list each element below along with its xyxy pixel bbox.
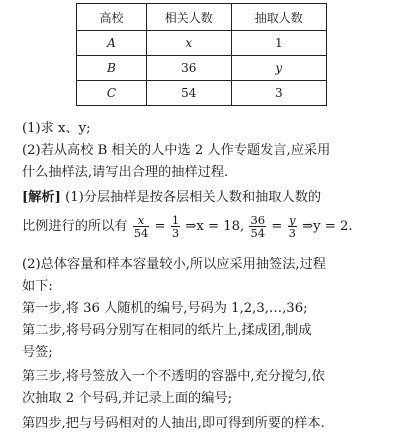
fraction-x-over-54: [133, 214, 150, 239]
step-3-line-2: 次抽取 2 个号码,并记录上面的编号;: [22, 391, 233, 406]
fraction-denominator: 3: [171, 226, 180, 240]
fraction-denominator: 54: [250, 226, 266, 240]
equation-prefix: 比例进行的所以有: [22, 219, 128, 234]
fraction-numerator: y: [288, 213, 296, 227]
header-school: 高校: [77, 4, 147, 31]
header-related-count: 相关人数: [146, 4, 231, 31]
question-2-line-1: (2)若从高校 B 相关的人中选 2 人作专题发言,应采用: [22, 143, 331, 158]
table-row: [77, 31, 327, 56]
step-4: 第四步,把与号码相对的人抽出,即可得到所要的样本.: [22, 416, 325, 431]
step-2-line-1: 第二步,将号码分别写在相同的纸片上,揉成团,制成: [22, 323, 312, 338]
cell-sample: 3: [231, 81, 326, 106]
cell-school: A: [77, 31, 147, 56]
step-3-line-1: 第三步,将号签放入一个不透明的容器中,充分搅匀,依: [22, 369, 325, 384]
fraction-numerator: 1: [171, 213, 180, 227]
question-1: (1)求 x、y;: [22, 121, 91, 136]
table-row: [77, 81, 327, 106]
question-2-line-2: 什么抽样法,请写出合理的抽样过程.: [22, 165, 229, 180]
solution-part-1-line-1: [22, 189, 321, 207]
fraction-denominator: 3: [288, 226, 296, 240]
fraction-denominator: 54: [133, 226, 149, 240]
fraction-y-over-3: [288, 214, 297, 239]
equals-sign: =: [154, 219, 166, 234]
cell-school: C: [77, 81, 147, 106]
solution-tag: [解析]: [22, 190, 61, 205]
cell-related: 36: [146, 56, 231, 81]
fraction-1-over-3: [171, 214, 180, 239]
fraction-numerator: x: [133, 214, 150, 227]
cell-sample: y: [231, 56, 326, 81]
step-2-line-2: 号签;: [22, 345, 53, 360]
table-row: [77, 56, 327, 81]
solution-part-2-line-2: 如下:: [22, 279, 53, 294]
cell-related: 54: [146, 81, 231, 106]
header-sample-count: 抽取人数: [231, 4, 326, 31]
result-y: ⇒y = 2.: [302, 219, 353, 234]
fraction-numerator: 36: [250, 213, 266, 227]
solution-equation-line: [22, 212, 353, 242]
cell-related: x: [146, 31, 231, 56]
equals-sign: =: [271, 219, 283, 234]
step-1: 第一步,将 36 人随机的编号,号码为 1,2,3,…,36;: [22, 301, 308, 316]
cell-school: B: [77, 56, 147, 81]
data-table: [76, 3, 327, 106]
solution-part-2-line-1: (2)总体容量和样本容量较小,所以应采用抽签法,过程: [22, 257, 326, 272]
result-x: ⇒x = 18,: [185, 219, 245, 234]
cell-sample: 1: [231, 31, 326, 56]
fraction-36-over-54: [249, 214, 266, 239]
table-header-row: [77, 4, 327, 31]
solution-part-1-text: (1)分层抽样是按各层相关人数和抽取人数的: [65, 190, 322, 205]
